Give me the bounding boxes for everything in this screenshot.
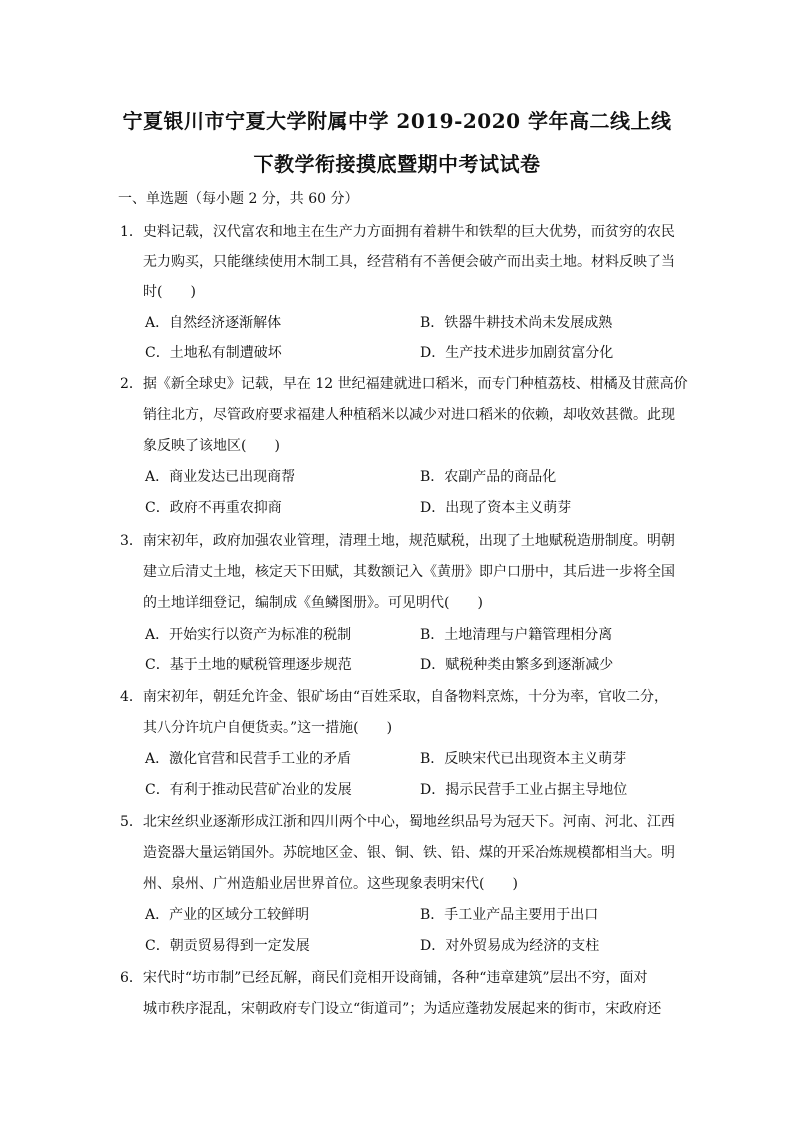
question-2-option-b: B．农副产品的商品化 — [420, 469, 557, 485]
question-2-option-d: D．出现了资本主义萌芽 — [420, 500, 572, 516]
section-header: 一、单选题（每小题 2 分，共 60 分） — [118, 191, 359, 207]
question-1-option-a: A．自然经济逐渐解体 — [145, 315, 282, 331]
question-3-line-2: 建立后清丈土地，核定天下田赋，其数额记入《黄册》即户口册中，其后进一步将全国 — [143, 564, 675, 580]
question-5-line-3: 州、泉州、广州造船业居世界首位。这些现象表明宋代( ) — [143, 876, 518, 892]
question-4-line-2: 其八分许坑户自便货卖。”这一措施( ) — [143, 720, 393, 736]
question-1-line-1: 1．史料记载，汉代富农和地主在生产力方面拥有着耕牛和铁犁的巨大优势，而贫穷的农民 — [120, 224, 675, 240]
question-1-line-3: 时( ) — [143, 284, 196, 300]
question-3-option-c: C．基于土地的赋税管理逐步规范 — [145, 657, 352, 673]
question-1-option-b: B．铁器牛耕技术尚未发展成熟 — [420, 315, 613, 331]
question-3-option-a: A．开始实行以资产为标准的税制 — [145, 627, 352, 643]
exam-title-line-1: 宁夏银川市宁夏大学附属中学 2019-2020 学年高二线上线 — [122, 109, 672, 133]
question-4-option-b: B．反映宋代已出现资本主义萌芽 — [420, 751, 627, 767]
question-1-option-c: C．土地私有制遭破坏 — [145, 345, 282, 361]
question-2-option-c: C．政府不再重农抑商 — [145, 500, 282, 516]
question-5-option-b: B．手工业产品主要用于出口 — [420, 907, 599, 923]
question-3-line-1: 3．南宋初年，政府加强农业管理，清理土地，规范赋税，出现了土地赋税造册制度。明朝 — [120, 533, 675, 549]
question-5-line-2: 造瓷器大量运销国外。苏皖地区金、银、铜、铁、铅、煤的开采冶炼规模都相当大。明 — [143, 845, 675, 861]
question-5-option-d: D．对外贸易成为经济的支柱 — [420, 938, 600, 954]
question-6-line-1: 6．宋代时“坊市制”已经瓦解，商民们竞相开设商铺，各种“违章建筑”层出不穷，面对 — [120, 970, 648, 986]
question-3-line-3: 的土地详细登记，编制成《鱼鳞图册》。可见明代( ) — [143, 595, 483, 611]
question-6-line-2: 城市秩序混乱，宋朝政府专门设立“街道司”；为适应蓬勃发展起来的街市，宋政府还 — [143, 1001, 662, 1017]
question-4-line-1: 4．南宋初年，朝廷允许金、银矿场由“百姓采取，自备物料烹炼，十分为率，官收二分， — [120, 689, 669, 705]
question-3-option-b: B．土地清理与户籍管理相分离 — [420, 627, 613, 643]
question-5-option-c: C．朝贡贸易得到一定发展 — [145, 938, 310, 954]
question-2-option-a: A．商业发达已出现商帮 — [145, 469, 296, 485]
question-5-line-1: 5．北宋丝织业逐渐形成江浙和四川两个中心，蜀地丝织品号为冠天下。河南、河北、江西 — [120, 814, 675, 830]
question-4-option-d: D．揭示民营手工业占据主导地位 — [420, 782, 628, 798]
question-4-option-c: C．有利于推动民营矿冶业的发展 — [145, 782, 352, 798]
question-3-option-d: D．赋税种类由繁多到逐渐减少 — [420, 657, 614, 673]
question-1-option-d: D．生产技术进步加剧贫富分化 — [420, 345, 614, 361]
question-2-line-2: 销往北方，尽管政府要求福建人种植稻米以减少对进口稻米的依赖，却收效甚微。此现 — [143, 407, 675, 423]
question-5-option-a: A．产业的区域分工较鲜明 — [145, 907, 310, 923]
question-4-option-a: A．激化官营和民营手工业的矛盾 — [145, 751, 352, 767]
question-1-line-2: 无力购买，只能继续使用木制工具，经营稍有不善便会破产而出卖土地。材料反映了当 — [143, 254, 675, 270]
question-2-line-3: 象反映了该地区( ) — [143, 438, 280, 454]
exam-title-line-2: 下教学衔接摸底暨期中考试试卷 — [253, 152, 541, 176]
question-2-line-1: 2．据《新全球史》记载，早在 12 世纪福建就进口稻米，而专门种植荔枝、柑橘及甘蔗高价 — [120, 376, 688, 392]
